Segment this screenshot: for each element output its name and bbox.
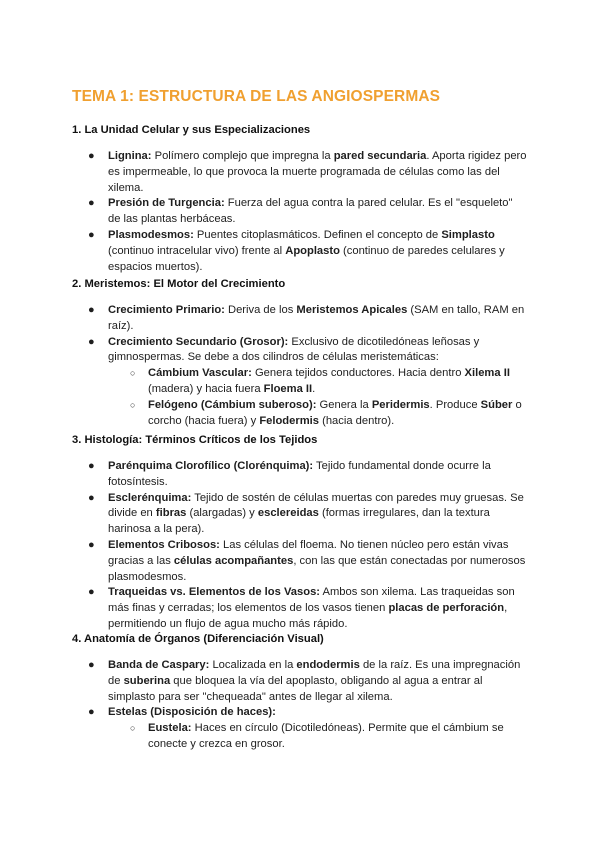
list-item xyxy=(88,658,528,705)
bullet-icon: ● xyxy=(88,228,95,241)
page-title: TEMA 1: ESTRUCTURA DE LAS ANGIOSPERMAS xyxy=(72,88,441,105)
list-item xyxy=(88,196,528,228)
term: pared secundaria xyxy=(333,150,427,162)
sub-list-item xyxy=(128,398,528,430)
term: Eustela: xyxy=(148,722,192,735)
text: Localizada en la xyxy=(209,659,297,671)
text: . xyxy=(312,382,316,395)
term: endodermis xyxy=(296,659,360,671)
list-item xyxy=(88,228,528,275)
sublist xyxy=(108,366,528,429)
sub-list-item xyxy=(128,721,528,753)
list-item xyxy=(88,459,528,491)
term: Apoplasto xyxy=(285,244,340,257)
term: Peridermis xyxy=(371,398,430,411)
bullet-icon: ● xyxy=(88,335,95,348)
list-item xyxy=(88,491,528,538)
text: (continuo intracelular vivo) frente al xyxy=(108,244,286,257)
text: de la raíz. Es una impregnación de xyxy=(108,659,521,687)
bullet-icon: ● xyxy=(88,150,95,162)
term: Elementos Cribosos: xyxy=(108,538,220,551)
term: Lignina: xyxy=(108,150,152,162)
term: esclereidas xyxy=(257,507,319,520)
text: Genera la xyxy=(316,398,372,411)
list-item xyxy=(88,705,528,752)
section-4-list xyxy=(88,658,528,753)
term: suberina xyxy=(123,674,171,687)
term: Crecimiento Secundario (Grosor): xyxy=(108,335,289,348)
list-item xyxy=(88,149,528,196)
text: Polímero complejo que impregna la xyxy=(151,150,334,162)
text: , permitiendo un flujo de agua mucho más rápido. xyxy=(108,602,508,630)
term: Plasmodesmos: xyxy=(108,228,194,241)
section-1-list xyxy=(88,149,528,275)
section-2-list xyxy=(88,303,528,429)
text: Tejido de sostén de células muertas con paredes muy gruesas. Se divide en xyxy=(108,491,524,520)
term: Traqueidas vs. Elementos de los Vasos: xyxy=(108,586,321,599)
text: (madera) y hacia fuera xyxy=(148,382,264,395)
text: Las células del floema. No tienen núcleo pero están vivas gracias a las xyxy=(108,538,509,567)
term: Parénquima Clorofílico (Clorénquima): xyxy=(108,460,314,472)
term: Simplasto xyxy=(441,228,495,241)
section-heading-2: 2. Meristemos: El Motor del Crecimiento xyxy=(72,278,286,290)
term: Cámbium Vascular: xyxy=(148,367,252,380)
list-item xyxy=(88,303,528,335)
text: Fuerza del agua contra la pared celular. Es el "esqueleto" de las plantas herbáceas. xyxy=(108,197,513,226)
bullet-icon: ● xyxy=(88,706,95,719)
list-item xyxy=(88,538,528,585)
bullet-icon: ● xyxy=(88,197,95,210)
bullet-icon: ● xyxy=(88,460,95,472)
term: Crecimiento Primario: xyxy=(108,304,225,316)
term: células acompañantes xyxy=(173,554,294,567)
term: Súber xyxy=(480,398,513,411)
text: Puentes citoplasmáticos. Definen el concepto de xyxy=(193,228,442,241)
text: que bloquea la vía del apoplasto, obligando al agua a entrar al simplasto para ser "chequeada" antes de llegar al xilema. xyxy=(108,674,483,703)
section-heading-4: 4. Anatomía de Órganos (Diferenciación Visual) xyxy=(72,633,324,645)
sub-list-item xyxy=(128,366,528,398)
text: Tejido fundamental donde ocurre la fotosíntesis. xyxy=(108,460,491,488)
section-heading-1: 1. La Unidad Celular y sus Especializaciones xyxy=(72,124,311,136)
text: (continuo de paredes celulares y espacios muertos). xyxy=(108,244,505,273)
text: o corcho (hacia fuera) y xyxy=(148,398,522,427)
term: Esclerénquima: xyxy=(108,491,192,504)
sublist xyxy=(108,721,528,753)
text: (alargadas) y xyxy=(186,507,258,520)
term: Xilema II xyxy=(464,367,510,380)
text: Ambos son xilema. Las traqueidas son más finas y cerradas; los elementos de los vasos tienen xyxy=(108,586,515,615)
term: Felodermis xyxy=(259,414,319,427)
bullet-icon: ● xyxy=(88,538,95,551)
text: (formas irregulares, dan la textura harinosa a la pera). xyxy=(108,507,490,536)
section-3-list xyxy=(88,459,528,633)
term: Estelas (Disposición de haces): xyxy=(108,706,276,719)
term: Felógeno (Cámbium suberoso): xyxy=(148,398,317,411)
text: (SAM en tallo, RAM en raíz). xyxy=(108,304,525,332)
list-item xyxy=(88,585,528,632)
circle-bullet-icon: ○ xyxy=(130,723,136,734)
term: Meristemos Apicales xyxy=(296,304,408,316)
text: . Produce xyxy=(429,398,481,411)
circle-bullet-icon: ○ xyxy=(130,399,136,410)
section-heading-3: 3. Histología: Términos Críticos de los Tejidos xyxy=(72,434,318,446)
list-item xyxy=(88,335,528,430)
bullet-icon: ● xyxy=(88,491,95,504)
bullet-icon: ● xyxy=(88,304,95,316)
term: Presión de Turgencia: xyxy=(108,197,225,210)
text: (hacia dentro). xyxy=(319,414,395,427)
text: Exclusivo de dicotiledóneas leñosas y gimnospermas. Se debe a dos cilindros de células meristemáticas: xyxy=(108,335,480,364)
circle-bullet-icon: ○ xyxy=(130,368,136,379)
text: , con las que están conectadas por numerosos plasmodesmos. xyxy=(108,554,526,583)
text: Genera tejidos conductores. Hacia dentro xyxy=(251,367,465,380)
text: Haces en círculo (Dicotiledóneas). Permite que el cámbium se conecte y crezca en grosor. xyxy=(148,722,504,750)
term: Floema II xyxy=(263,382,313,395)
text: Deriva de los xyxy=(224,304,297,316)
bullet-icon: ● xyxy=(88,659,95,671)
term: Banda de Caspary: xyxy=(108,659,210,671)
text: . Aporta rigidez pero es impermeable, lo que provoca la muerte programada de células como las del xilema. xyxy=(108,150,527,194)
bullet-icon: ● xyxy=(88,586,95,599)
term: placas de perforación xyxy=(388,602,505,615)
term: fibras xyxy=(155,507,187,520)
